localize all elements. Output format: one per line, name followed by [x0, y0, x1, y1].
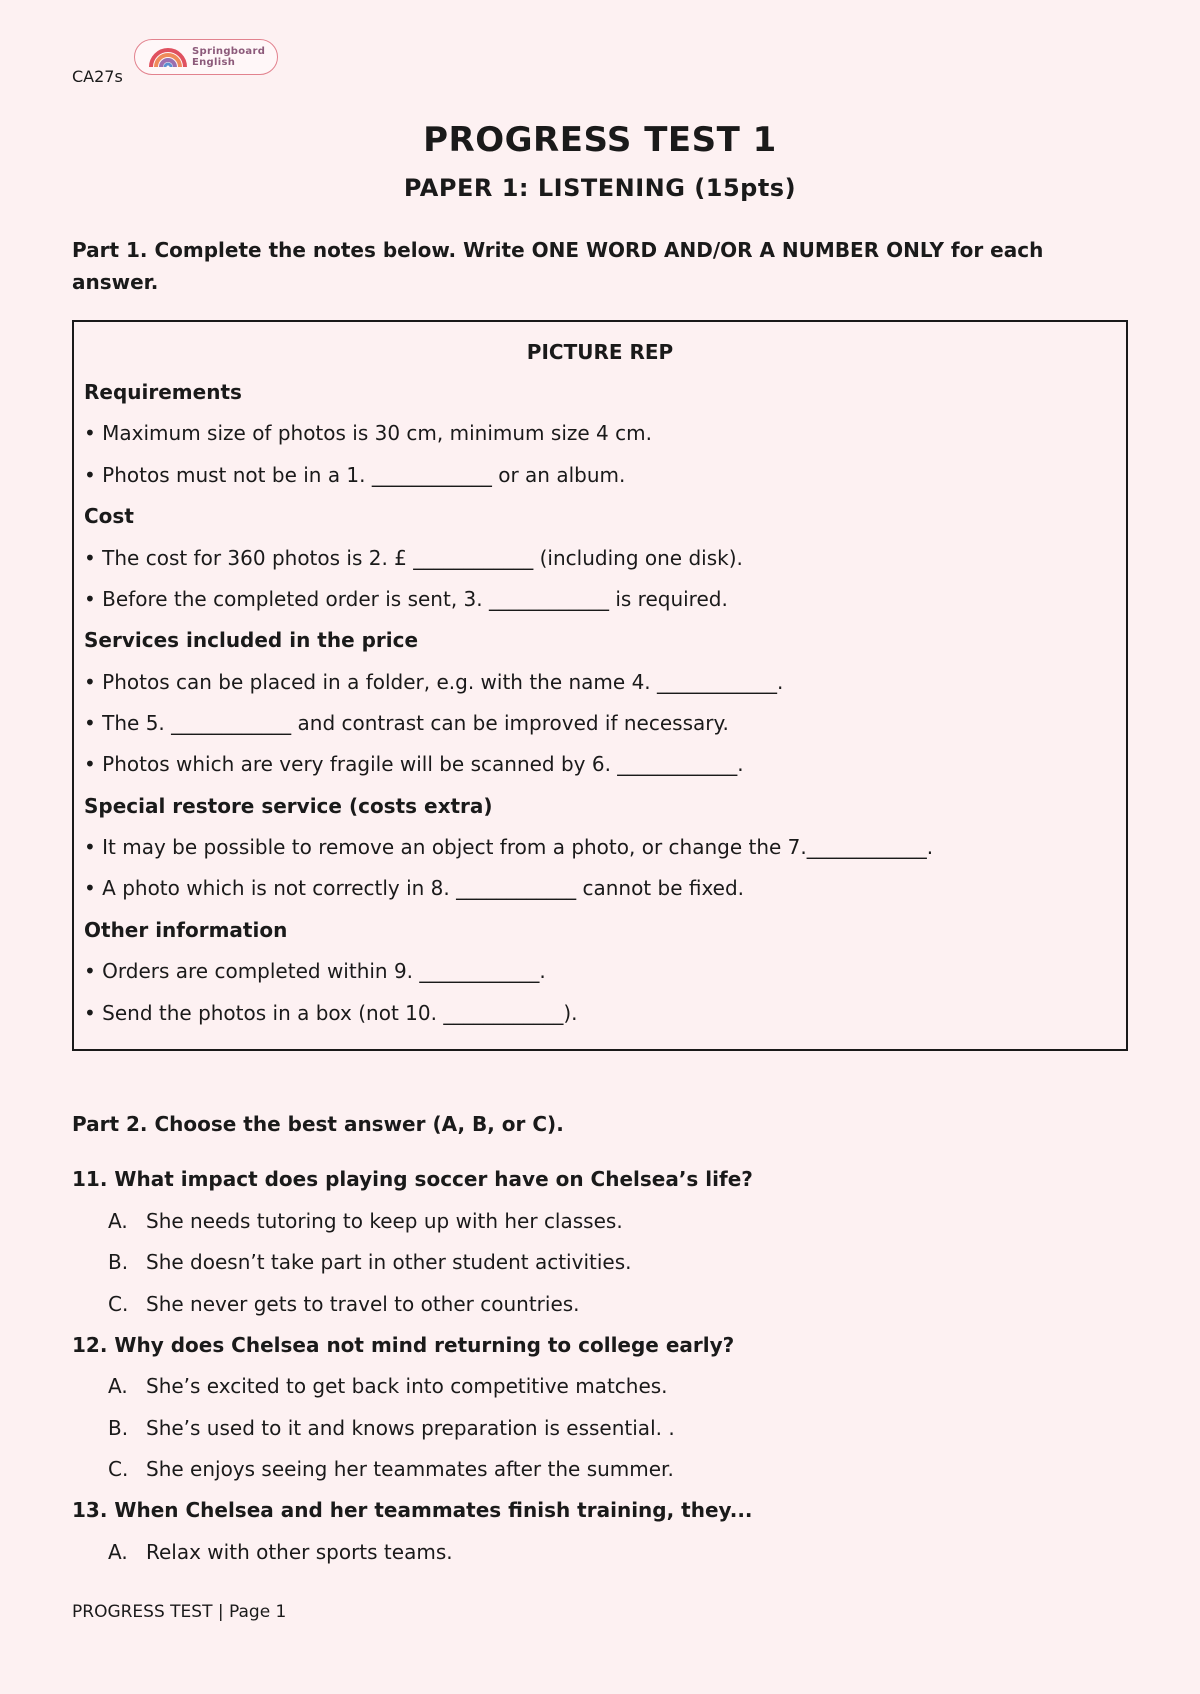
- notes-heading: Special restore service (costs extra): [84, 794, 493, 818]
- notes-item: • A photo which is not correctly in 8. ____________ cannot be fixed.: [84, 876, 745, 900]
- notes-heading: Cost: [84, 504, 134, 528]
- notes-box-title: PICTURE REP: [526, 340, 674, 364]
- question-12-option-c: C. She enjoys seeing her teammates after the summer.: [108, 1457, 674, 1481]
- notes-item: • Before the completed order is sent, 3. ____________ is required.: [84, 587, 728, 611]
- notes-item: • Orders are completed within 9. ____________.: [84, 959, 546, 983]
- question-11: 11. What impact does playing soccer have on Chelsea’s life?: [72, 1167, 753, 1191]
- part1-instruction: Part 1. Complete the notes below. Write ONE WORD AND/OR A NUMBER ONLY for each answer.: [72, 238, 1044, 294]
- page-title: PROGRESS TEST 1: [423, 120, 777, 160]
- notes-item: • Photos which are very fragile will be scanned by 6. ____________.: [84, 752, 744, 776]
- rainbow-icon: [149, 47, 187, 69]
- notes-box: [72, 320, 1128, 1051]
- notes-item: • Send the photos in a box (not 10. ____________).: [84, 1001, 578, 1025]
- notes-item: • The 5. ____________ and contrast can be improved if necessary.: [84, 711, 729, 735]
- document-code: CA27s: [72, 67, 123, 86]
- springboard-logo: [134, 39, 278, 75]
- question-13-option-a: A. Relax with other sports teams.: [108, 1540, 453, 1564]
- notes-heading: Requirements: [84, 380, 242, 404]
- question-11-option-a: A. She needs tutoring to keep up with her classes.: [108, 1209, 623, 1233]
- notes-item: • Photos must not be in a 1. ____________ or an album.: [84, 463, 626, 487]
- notes-item: • Photos can be placed in a folder, e.g. with the name 4. ____________.: [84, 670, 784, 694]
- page-footer: PROGRESS TEST | Page 1: [72, 1602, 287, 1622]
- question-13: 13. When Chelsea and her teammates finish training, they...: [72, 1498, 753, 1522]
- question-11-option-c: C. She never gets to travel to other countries.: [108, 1292, 580, 1316]
- question-12: 12. Why does Chelsea not mind returning to college early?: [72, 1333, 735, 1357]
- question-11-option-b: B. She doesn’t take part in other student activities.: [108, 1250, 632, 1274]
- question-12-option-b: B. She’s used to it and knows preparation is essential. .: [108, 1416, 675, 1440]
- notes-item: • The cost for 360 photos is 2. £ ____________ (including one disk).: [84, 546, 743, 570]
- notes-heading: Other information: [84, 918, 288, 942]
- notes-item: • It may be possible to remove an object from a photo, or change the 7.____________.: [84, 835, 934, 859]
- question-12-option-a: A. She’s excited to get back into competitive matches.: [108, 1374, 668, 1398]
- logo-text: Springboard English: [192, 46, 266, 68]
- notes-item: • Maximum size of photos is 30 cm, minimum size 4 cm.: [84, 421, 652, 445]
- notes-heading: Services included in the price: [84, 628, 419, 652]
- part2-instruction: Part 2. Choose the best answer (A, B, or C).: [72, 1112, 564, 1136]
- page-subtitle: PAPER 1: LISTENING (15pts): [403, 174, 797, 202]
